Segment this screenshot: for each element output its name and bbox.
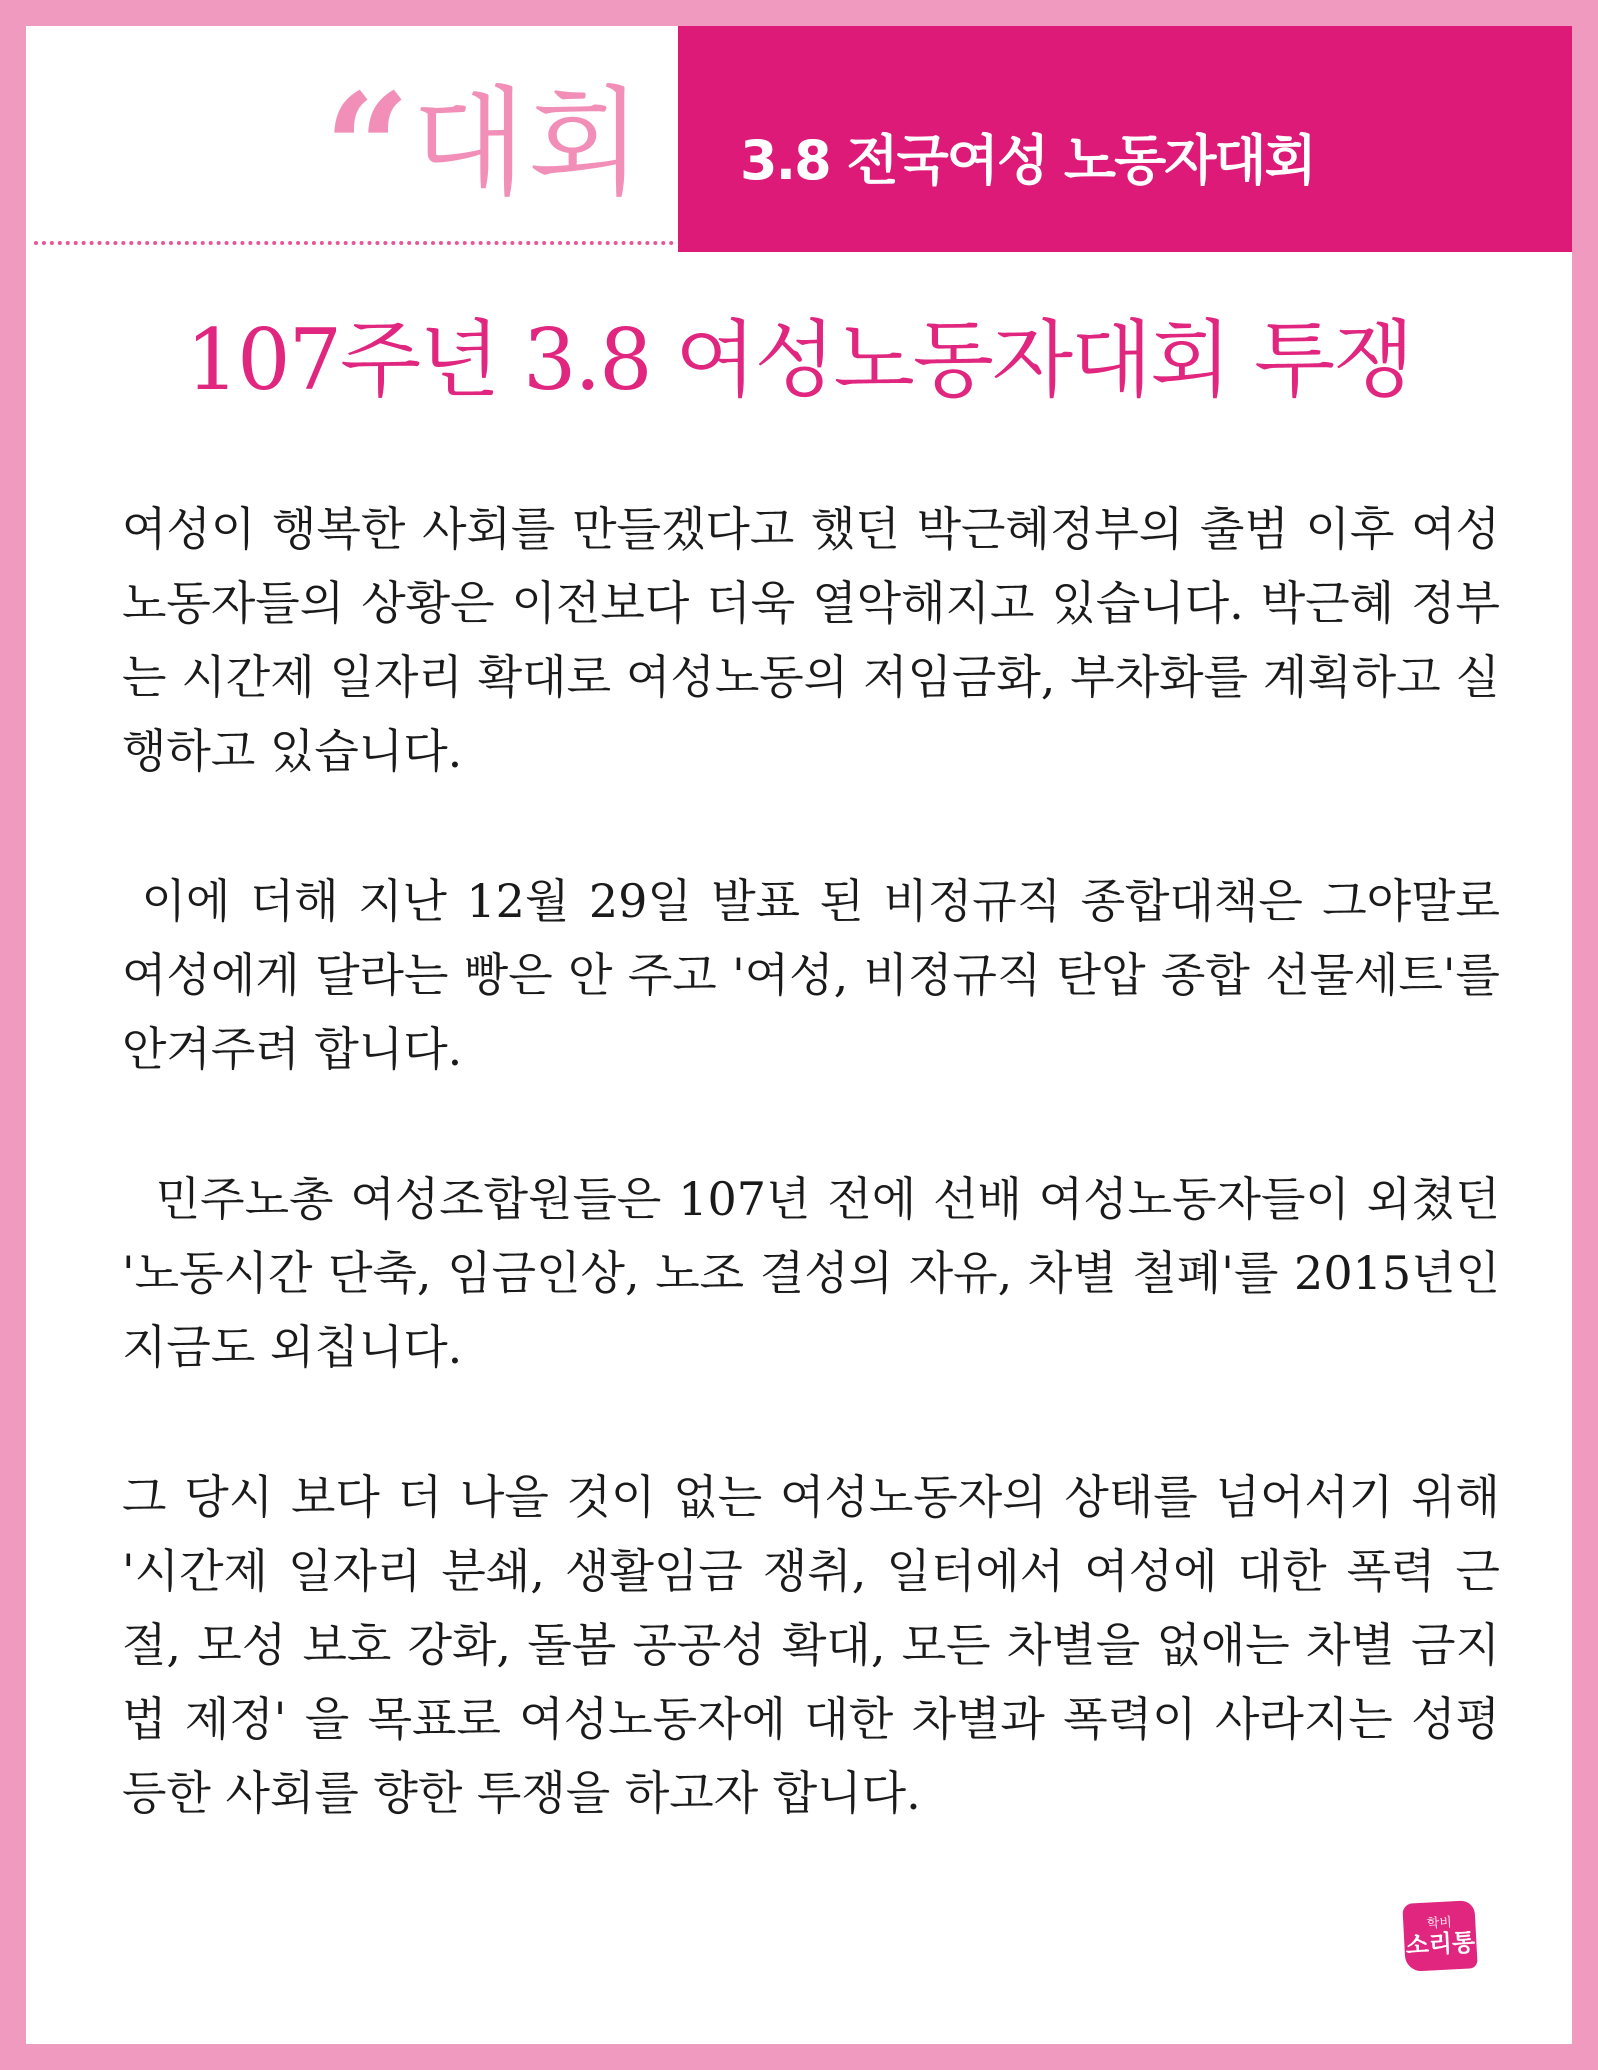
article-body: [122, 492, 1530, 1830]
page-frame: [26, 26, 1572, 2044]
section-header: [26, 26, 678, 248]
logo: [1402, 1900, 1477, 1972]
header-banner: [678, 26, 1572, 252]
banner-title: 3.8 전국여성 노동자대회: [740, 129, 1315, 192]
logo-small-text: 학비: [1426, 1914, 1453, 1932]
dotted-divider: [34, 241, 674, 245]
paragraph: 민주노총 여성조합원들은 107년 전에 선배 여성노동자들이 외쳤던 '노동시간 단축, 임금인상, 노조 결성의 자유, 차별 철폐'를 2015년인 지금도 외칩니다.: [122, 1172, 1515, 1374]
page-title: 107주년 3.8 여성노동자대회 투쟁: [185, 311, 1413, 409]
paragraph: 그 당시 보다 더 나을 것이 없는 여성노동자의 상태를 넘어서기 위해 '시간제 일자리 분쇄, 생활임금 쟁취, 일터에서 여성에 대한 폭력 근절, 모성 보호 강화, 돌봄 공공성 확대, 모든 차별을 없애는 차별 금지법 제정' 을 목표로 여성노동자에 대한 차별과 폭력이 사라지는 성평등한 사회를 향한 투쟁을 하고자 합니다.: [122, 1470, 1530, 1820]
quote-mark-icon: “: [324, 61, 411, 237]
paragraph: 여성이 행복한 사회를 만들겠다고 했던 박근혜정부의 출범 이후 여성노동자들의 상황은 이전보다 더욱 열악해지고 있습니다. 박근혜 정부는 시간제 일자리 확대로 여성노동의 저임금화, 부차화를 계획하고 실행하고 있습니다.: [122, 502, 1500, 778]
paragraph: 이에 더해 지난 12월 29일 발표 된 비정규직 종합대책은 그야말로 여성에게 달라는 빵은 안 주고 '여성, 비정규직 탄압 종합 선물세트'를 안겨주려 합니다.: [122, 874, 1515, 1076]
section-label: 대회: [412, 74, 644, 212]
logo-main-text: 소리통: [1404, 1927, 1476, 1960]
